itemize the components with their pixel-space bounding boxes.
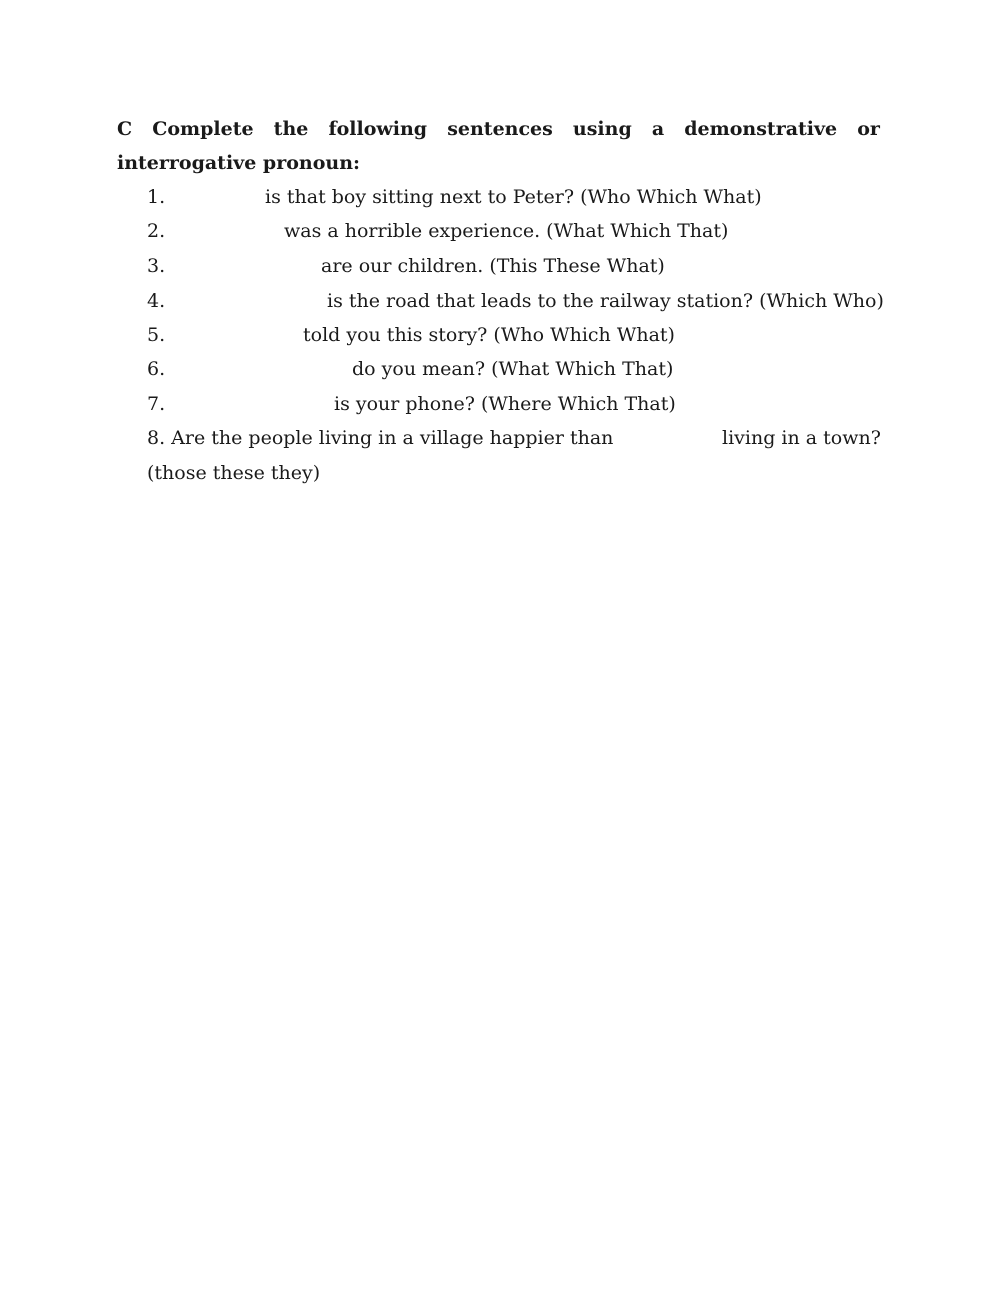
heading-word: following — [328, 118, 428, 140]
answer-blank[interactable] — [172, 392, 328, 412]
item-text: 8. Are the people living in a village happier than — [147, 427, 614, 449]
item-number: 7. — [147, 393, 166, 415]
item-number: 2. — [147, 220, 166, 242]
heading-word: C — [117, 118, 133, 140]
item-text: living in a town? — [722, 427, 881, 449]
item-text: was a horrible experience. (What Which That) — [284, 220, 729, 242]
heading-word: the — [273, 118, 309, 140]
item-number: 6. — [147, 358, 166, 380]
heading-word: a — [651, 118, 665, 140]
heading-word: Complete — [152, 118, 254, 140]
answer-blank[interactable] — [612, 426, 716, 446]
item-text: do you mean? (What Which That) — [352, 358, 674, 380]
item-text: is that boy sitting next to Peter? (Who Which What) — [265, 186, 762, 208]
item-number: 3. — [147, 255, 166, 277]
heading-word: demonstrative — [684, 118, 838, 140]
heading-word: or — [857, 118, 880, 140]
heading-word: using — [572, 118, 632, 140]
item-text: told you this story? (Who Which What) — [303, 324, 675, 346]
item-number: 4. — [147, 290, 166, 312]
item-text: is your phone? (Where Which That) — [334, 393, 676, 415]
item-number: 5. — [147, 324, 166, 346]
section-heading-line2: interrogative pronoun: — [117, 152, 361, 174]
heading-word: sentences — [447, 118, 553, 140]
answer-blank[interactable] — [172, 357, 347, 377]
item-8-options: (those these they) — [147, 462, 321, 484]
item-text: is the road that leads to the railway station? (Which Who) — [327, 290, 884, 312]
answer-blank[interactable] — [172, 254, 316, 274]
answer-blank[interactable] — [172, 289, 322, 309]
answer-blank[interactable] — [172, 219, 279, 239]
item-text: are our children. (This These What) — [321, 255, 665, 277]
answer-blank[interactable] — [172, 185, 260, 205]
answer-blank[interactable] — [172, 323, 297, 343]
item-number: 1. — [147, 186, 166, 208]
section-heading-line1 — [117, 117, 880, 141]
